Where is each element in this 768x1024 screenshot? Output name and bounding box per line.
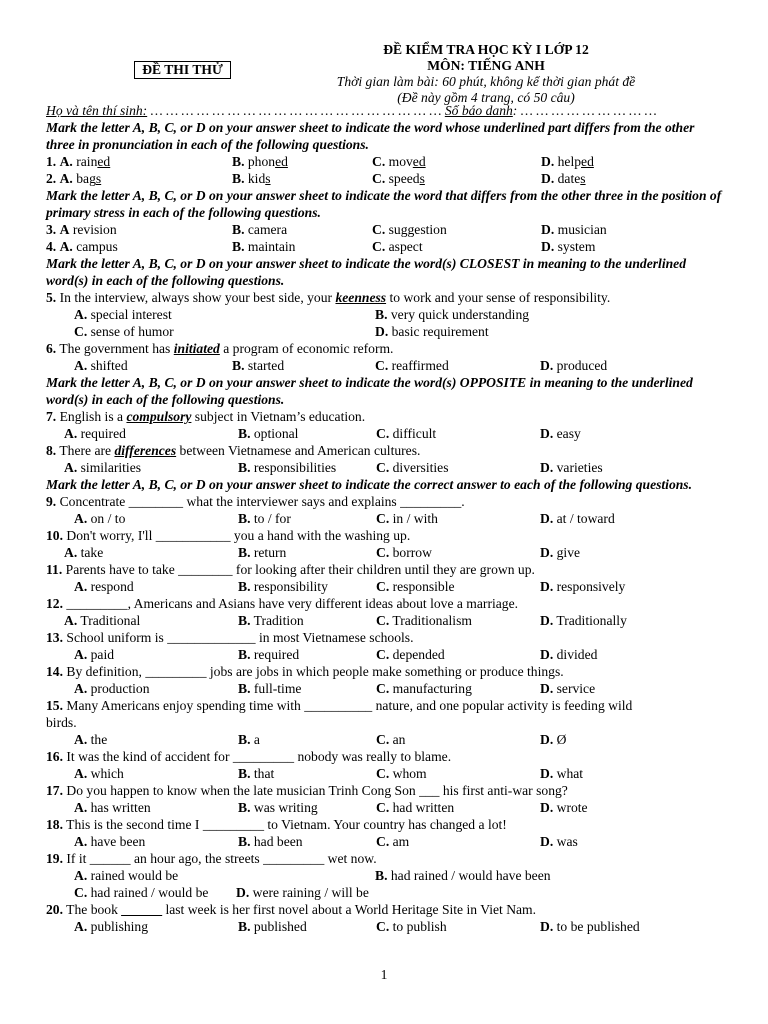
exam-title: ĐỀ KIỂM TRA HỌC KỲ I LỚP 12 — [383, 42, 589, 57]
student-id-field[interactable]: : … … … … … … … … … — [512, 103, 657, 118]
instruction-correct: Mark the letter A, B, C, or D on your answer sheet to indicate the correct answer to each of the following questions. — [46, 477, 692, 492]
question-11-stem: 11. Parents have to take ________ for looking after their children until they are grown up. — [46, 562, 535, 577]
question-16-options: A. which B. that C. whom D. what — [74, 766, 584, 781]
question-19-options-1: A. rained would be B. had rained / would have been — [74, 868, 551, 883]
question-5-options-1: A. special interest B. very quick understanding — [74, 307, 530, 322]
exam-time: Thời gian làm bài: 60 phút, không kể thời gian phát đề — [336, 74, 636, 89]
exam-document — [46, 40, 726, 935]
mock-exam-label: ĐỀ THI THỬ — [134, 61, 231, 79]
question-17-options: A. has written B. was writing C. had written D. wrote — [74, 800, 588, 815]
question-18-stem: 18. This is the second time I _________ to Vietnam. Your country has changed a lot! — [46, 817, 507, 832]
exam-pages: (Đề này gồm 4 trang, có 50 câu) — [397, 90, 575, 105]
question-1: 1. A. rained B. phoned C. moved D. helped — [46, 154, 594, 169]
question-7-stem: 7. English is a compulsory subject in Vietnam’s education. — [46, 409, 366, 424]
question-11-options: A. respond B. responsibility C. responsible D. responsively — [74, 579, 626, 594]
question-16-stem: 16. It was the kind of accident for _________ nobody was really to blame. — [46, 749, 452, 764]
student-id-label: Số báo danh — [444, 103, 513, 118]
student-name-field[interactable]: … … … … … … … … … … … … … … … … … … … — [147, 103, 442, 118]
question-12-stem: 12. _________, Americans and Asians have very different ideas about love a marriage. — [46, 596, 519, 611]
question-20-stem: 20. The book ______ last week is her first novel about a World Heritage Site in Viet Nam. — [46, 902, 537, 917]
question-4: 4. A. campus B. maintain C. aspect D. system — [46, 239, 596, 254]
question-10-stem: 10. Don't worry, I'll ___________ you a hand with the washing up. — [46, 528, 411, 543]
question-20-options: A. publishing B. published C. to publish D. to be published — [74, 919, 640, 934]
question-18-options: A. have been B. had been C. am D. was — [74, 834, 578, 849]
question-15-stem: 15. Many Americans enjoy spending time with __________ nature, and one popular activity is feeding wild — [46, 698, 633, 713]
question-8-stem: 8. There are differences between Vietnamese and American cultures. — [46, 443, 421, 458]
exam-title-block — [296, 42, 676, 106]
instruction-pronunciation: Mark the letter A, B, C, or D on your answer sheet to indicate the word whose underlined part differs from the other three in pronunciation in each of the following questions. — [46, 120, 695, 152]
question-7-options: A. required B. optional C. difficult D. easy — [64, 426, 581, 441]
instruction-opposite: Mark the letter A, B, C, or D on your answer sheet to indicate the word(s) OPPOSITE in meaning to the underlined word(s) in each of the following questions. — [46, 375, 693, 407]
question-3: 3. A revision B. camera C. suggestion D. musician — [46, 222, 607, 237]
question-17-stem: 17. Do you happen to know when the late musician Trinh Cong Son ___ his first anti-war song? — [46, 783, 568, 798]
question-14-stem: 14. By definition, _________ jobs are jobs in which people make something or produce things. — [46, 664, 564, 679]
question-6-options: A. shifted B. started C. reaffirmed D. produced — [74, 358, 608, 373]
question-5-stem: 5. In the interview, always show your best side, your keenness to work and your sense of responsibility. — [46, 290, 611, 305]
question-12-options: A. Traditional B. Tradition C. Traditionalism D. Traditionally — [64, 613, 627, 628]
question-8-options: A. similarities B. responsibilities C. diversities D. varieties — [64, 460, 603, 475]
question-15-stem-cont: birds. — [46, 715, 77, 730]
question-13-stem: 13. School uniform is _____________ in most Vietnamese schools. — [46, 630, 414, 645]
question-10-options: A. take B. return C. borrow D. give — [64, 545, 581, 560]
question-14-options: A. production B. full-time C. manufacturing D. service — [74, 681, 596, 696]
question-9-options: A. on / to B. to / for C. in / with D. at / toward — [74, 511, 615, 526]
student-name-label: Họ và tên thí sinh: — [46, 103, 148, 118]
instruction-closest: Mark the letter A, B, C, or D on your answer sheet to indicate the word(s) CLOSEST in meaning to the underlined word(s) in each of the following questions. — [46, 256, 686, 288]
exam-subject: MÔN: TIẾNG ANH — [427, 58, 545, 73]
question-5-options-2: C. sense of humor D. basic requirement — [74, 324, 489, 339]
question-13-options: A. paid B. required C. depended D. divided — [74, 647, 598, 662]
instruction-stress: Mark the letter A, B, C, or D on your answer sheet to indicate the word that differs from the other three in the position of primary stress in each of the following questions. — [46, 188, 722, 220]
question-6-stem: 6. The government has initiated a program of economic reform. — [46, 341, 394, 356]
question-9-stem: 9. Concentrate ________ what the interviewer says and explains _________. — [46, 494, 465, 509]
question-19-stem: 19. If it ______ an hour ago, the streets _________ wet now. — [46, 851, 377, 866]
question-2: 2. A. bags B. kids C. speeds D. dates — [46, 171, 586, 186]
question-15-options: A. the B. a C. an D. Ø — [74, 732, 567, 747]
page-number: 1 — [380, 967, 388, 982]
question-19-options-2: C. had rained / would be D. were raining / will be — [74, 885, 369, 900]
exam-header — [46, 40, 726, 105]
